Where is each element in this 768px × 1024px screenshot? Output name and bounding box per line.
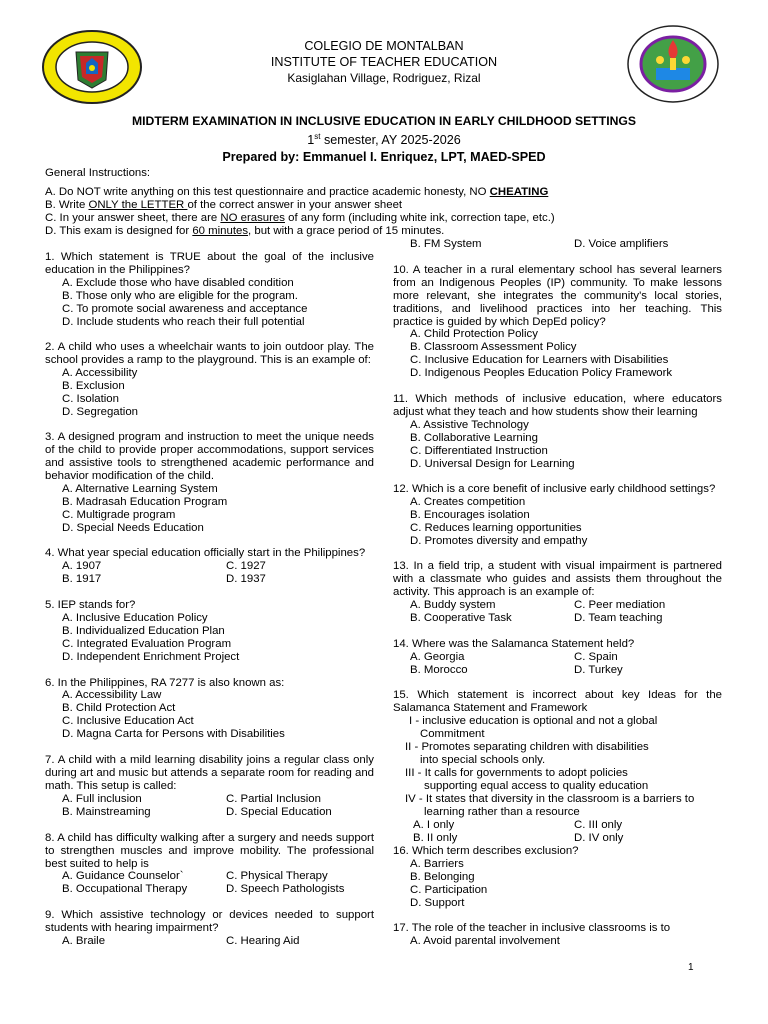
q16-option-a: A. Barriers xyxy=(410,858,464,870)
q5-option-b: B. Individualized Education Plan xyxy=(62,625,225,637)
q6-option-c: C. Inclusive Education Act xyxy=(62,715,194,727)
q13-option-c: C. Peer mediation xyxy=(574,599,666,611)
question-11: 11. Which methods of inclusive education, where educators adjust what they teach and how students show their learning xyxy=(393,393,722,418)
q1-option-c: C. To promote social awareness and acceptance xyxy=(62,303,308,315)
page-number: 1 xyxy=(688,962,694,973)
q9-option-a: A. Braile xyxy=(62,935,106,947)
q11-option-b: B. Collaborative Learning xyxy=(410,432,538,444)
q3-option-d: D. Special Needs Education xyxy=(62,522,204,534)
q7-option-b: B. Mainstreaming xyxy=(62,806,151,818)
q8-option-d: D. Speech Pathologists xyxy=(226,883,345,895)
q14-option-d: D. Turkey xyxy=(574,664,623,676)
question-17: 17. The role of the teacher in inclusive classrooms is to xyxy=(393,922,671,934)
q13-option-b: B. Cooperative Task xyxy=(410,612,512,624)
question-6: 6. In the Philippines, RA 7277 is also known as: xyxy=(45,677,285,689)
q15-statement-i-cont: Commitment xyxy=(420,728,485,740)
q15-statement-iv: IV - It states that diversity in the classroom is a barriers to xyxy=(405,793,695,805)
school-address: Kasiglahan Village, Rodriguez, Rizal xyxy=(287,71,481,85)
q10-option-d: D. Indigenous Peoples Education Policy Framework xyxy=(410,367,673,379)
q8-option-b: B. Occupational Therapy xyxy=(62,883,188,895)
question-3: 3. A designed program and instruction to meet the unique needs of the child to provide proper accommodations, support services and assistive tools to strengthened academic performance and behavior modification of the child. xyxy=(45,431,374,482)
q1-option-b: B. Those only who are eligible for the program. xyxy=(62,290,298,302)
q3-option-b: B. Madrasah Education Program xyxy=(62,496,228,508)
question-12: 12. Which is a core benefit of inclusive early childhood settings? xyxy=(393,483,716,495)
q11-option-a: A. Assistive Technology xyxy=(410,419,529,431)
q14-option-c: C. Spain xyxy=(574,651,618,663)
q16-option-c: C. Participation xyxy=(410,884,488,896)
q4-option-c: C. 1927 xyxy=(226,560,266,572)
q17-option-a: A. Avoid parental involvement xyxy=(410,935,560,947)
q2-option-a: A. Accessibility xyxy=(62,367,138,379)
question-15: 15. Which statement is incorrect about key Ideas for the Salamanca Statement and Framework xyxy=(393,689,722,714)
question-4: 4. What year special education officially start in the Philippines? xyxy=(45,547,366,559)
q8-option-a: A. Guidance Counselor` xyxy=(62,870,184,882)
q11-option-c: C. Differentiated Instruction xyxy=(410,445,548,457)
q16-option-d: D. Support xyxy=(410,897,465,909)
q2-option-b: B. Exclusion xyxy=(62,380,125,392)
institute-name: INSTITUTE OF TEACHER EDUCATION xyxy=(270,55,498,69)
question-1: 1. Which statement is TRUE about the goal of the inclusive education in the Philippines? xyxy=(45,251,374,276)
q15-option-a: A. I only xyxy=(413,819,455,831)
q11-option-d: D. Universal Design for Learning xyxy=(410,458,575,470)
q3-option-a: A. Alternative Learning System xyxy=(62,483,218,495)
instruction-b: B. Write ONLY the LETTER of the correct answer in your answer sheet xyxy=(45,199,403,211)
q6-option-a: A. Accessibility Law xyxy=(62,689,162,701)
q15-statement-iii: III - It calls for governments to adopt policies xyxy=(405,767,628,779)
q14-option-b: B. Morocco xyxy=(410,664,468,676)
instruction-d: D. This exam is designed for 60 minutes, but with a grace period of 15 minutes. xyxy=(45,225,445,237)
q9-option-c: C. Hearing Aid xyxy=(226,935,300,947)
q12-option-a: A. Creates competition xyxy=(410,496,526,508)
q8-option-c: C. Physical Therapy xyxy=(226,870,328,882)
question-16: 16. Which term describes exclusion? xyxy=(393,845,579,857)
exam-title: MIDTERM EXAMINATION IN INCLUSIVE EDUCATION IN EARLY CHILDHOOD SETTINGS xyxy=(132,114,636,128)
q4-option-a: A. 1907 xyxy=(62,560,102,572)
q2-option-d: D. Segregation xyxy=(62,406,138,418)
q5-option-c: C. Integrated Evaluation Program xyxy=(62,638,232,650)
prepared-by: Prepared by: Emmanuel I. Enriquez, LPT, MAED-SPED xyxy=(222,150,546,164)
q3-option-c: C. Multigrade program xyxy=(62,509,176,521)
instruction-c: C. In your answer sheet, there are NO erasures of any form (including white ink, correction tape, etc.) xyxy=(45,212,555,224)
q15-statement-iv-cont: learning rather than a resource xyxy=(424,806,580,818)
q9-option-b: B. FM System xyxy=(410,238,482,250)
q12-option-b: B. Encourages isolation xyxy=(410,509,530,521)
instruction-a: A. Do NOT write anything on this test questionnaire and practice academic honesty, NO CHEATING xyxy=(45,186,549,198)
q2-option-c: C. Isolation xyxy=(62,393,119,405)
semester-line: 1st semester, AY 2025-2026 xyxy=(307,132,461,148)
q13-option-d: D. Team teaching xyxy=(574,612,663,624)
q14-option-a: A. Georgia xyxy=(410,651,465,663)
q10-option-c: C. Inclusive Education for Learners with Disabilities xyxy=(410,354,669,366)
q1-option-d: D. Include students who reach their full potential xyxy=(62,316,305,328)
q5-option-d: D. Independent Enrichment Project xyxy=(62,651,240,663)
question-10: 10. A teacher in a rural elementary school has several learners from an Indigenous Peoples (IP) community. To make lessons more relevant, she integrates the community's local stories, traditions, and livelihood practices into her teaching. This practice is guided by which DepEd policy? xyxy=(393,264,722,328)
q12-option-c: C. Reduces learning opportunities xyxy=(410,522,582,534)
q5-option-a: A. Inclusive Education Policy xyxy=(62,612,208,624)
q7-option-d: D. Special Education xyxy=(226,806,332,818)
q15-option-b: B. II only xyxy=(413,832,458,844)
question-2: 2. A child who uses a wheelchair wants to join outdoor play. The school provides a ramp to the playground. This is an example of: xyxy=(45,341,374,366)
q1-option-a: A. Exclude those who have disabled condition xyxy=(62,277,294,289)
question-13: 13. In a field trip, a student with visual impairment is partnered with a classmate who guides and assists them throughout the activity. This approach is an example of: xyxy=(393,560,722,598)
q12-option-d: D. Promotes diversity and empathy xyxy=(410,535,588,547)
q15-option-c: C. III only xyxy=(574,819,623,831)
q15-statement-ii-cont: into special schools only. xyxy=(420,754,546,766)
q15-statement-ii: II - Promotes separating children with disabilities xyxy=(405,741,649,753)
q4-option-d: D. 1937 xyxy=(226,573,266,585)
question-7: 7. A child with a mild learning disability joins a regular class only during art and music but attends a separate room for reading and math. This setup is called: xyxy=(45,754,374,792)
q15-option-d: D. IV only xyxy=(574,832,624,844)
q10-option-a: A. Child Protection Policy xyxy=(410,328,538,340)
question-14: 14. Where was the Salamanca Statement held? xyxy=(393,638,635,650)
q7-option-c: C. Partial Inclusion xyxy=(226,793,321,805)
q4-option-b: B. 1917 xyxy=(62,573,102,585)
q16-option-b: B. Belonging xyxy=(410,871,475,883)
instructions-heading: General Instructions: xyxy=(45,167,151,179)
question-8: 8. A child has difficulty walking after a surgery and needs support to strengthen muscles and improve mobility. The professional best suited to help is xyxy=(45,832,374,870)
q15-statement-i: I - inclusive education is optional and not a global xyxy=(409,715,658,727)
school-name: COLEGIO DE MONTALBAN xyxy=(304,39,464,53)
q9-option-d: D. Voice amplifiers xyxy=(574,238,669,250)
question-9: 9. Which assistive technology or devices needed to support students with hearing impairment? xyxy=(45,909,374,934)
q13-option-a: A. Buddy system xyxy=(410,599,496,611)
q6-option-b: B. Child Protection Act xyxy=(62,702,176,714)
q6-option-d: D. Magna Carta for Persons with Disabilities xyxy=(62,728,285,740)
q7-option-a: A. Full inclusion xyxy=(62,793,142,805)
question-5: 5. IEP stands for? xyxy=(45,599,136,611)
q10-option-b: B. Classroom Assessment Policy xyxy=(410,341,577,353)
q15-statement-iii-cont: supporting equal access to quality education xyxy=(424,780,649,792)
